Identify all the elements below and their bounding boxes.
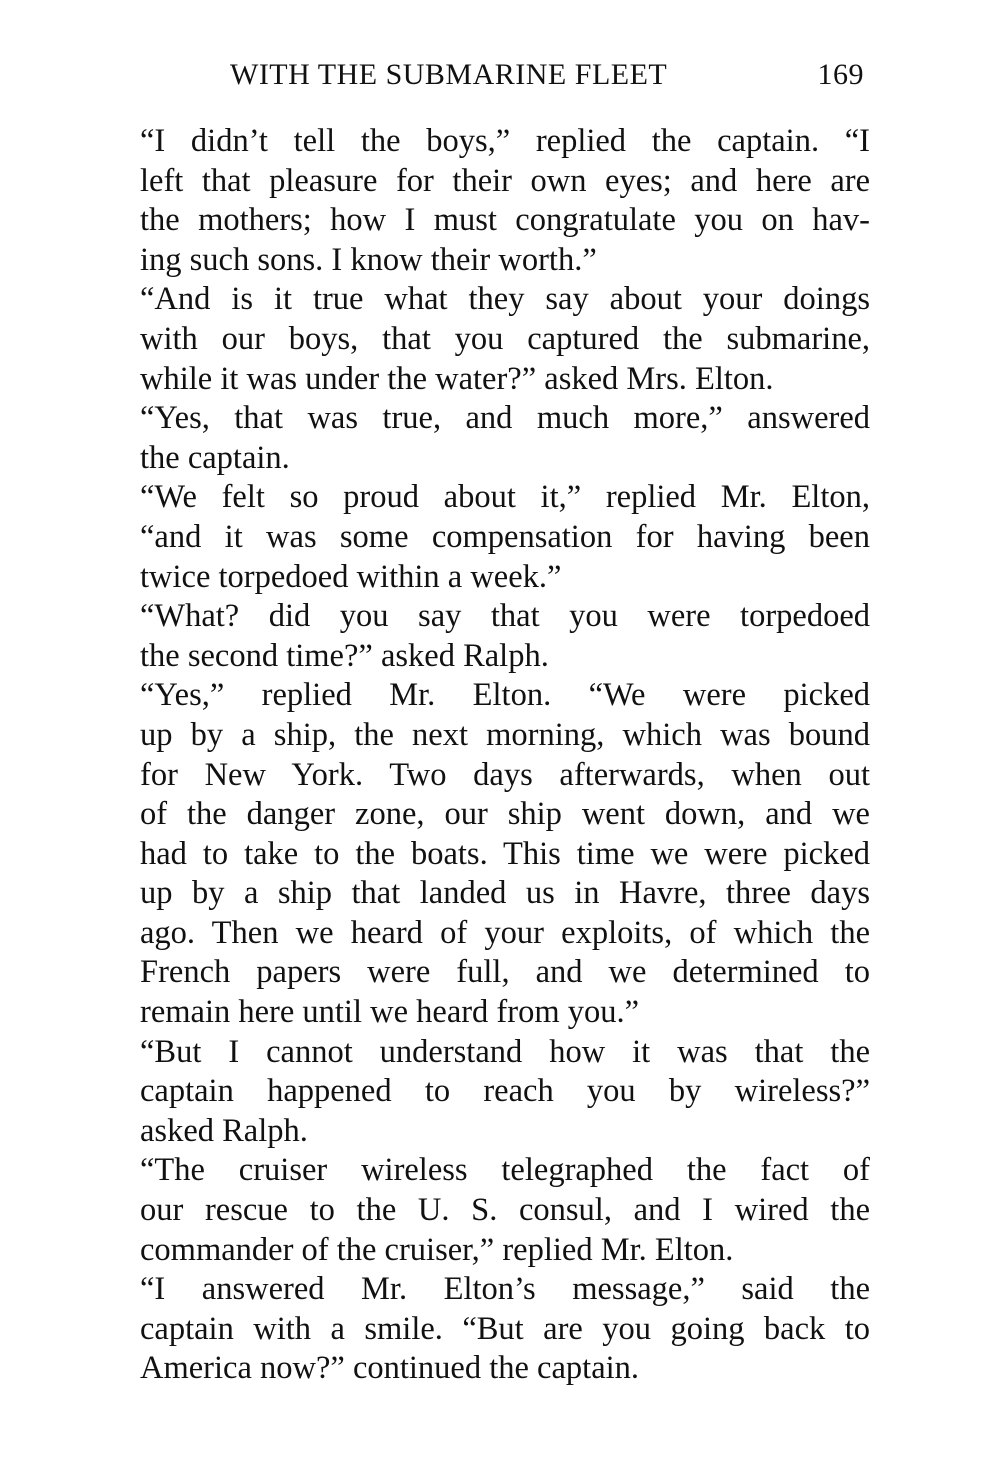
text-line: ago. Then we heard of your exploits, of which the [140,914,870,951]
paragraph-6 [106,676,870,1032]
text-line: “Yes,” replied Mr. Elton. “We were picked [140,677,870,714]
text-line: while it was under the water?” asked Mrs. Elton. [140,360,774,397]
text-line: French papers were full, and we determined to [140,954,870,991]
running-head [230,58,870,98]
paragraph-5 [106,597,870,676]
text-line: of the danger zone, our ship went down, and we [140,796,870,833]
text-line: “The cruiser wireless telegraphed the fact of [140,1152,870,1189]
text-line: our rescue to the U. S. consul, and I wired the [140,1192,870,1229]
paragraph-2 [106,280,870,399]
paragraph-1 [106,122,870,280]
text-line: “Yes, that was true, and much more,” answered [140,400,870,437]
text-line: “But I cannot understand how it was that the [140,1033,870,1070]
text-line: captain happened to reach you by wireless?” [140,1073,870,1110]
text-line: “What? did you say that you were torpedoed [140,598,870,635]
paragraph-9 [106,1270,870,1389]
paragraph-4 [106,478,870,597]
text-line: left that pleasure for their own eyes; and here are [140,162,870,199]
text-line: the captain. [140,439,290,476]
text-line: remain here until we heard from you.” [140,994,640,1031]
text-line: the second time?” asked Ralph. [140,637,549,674]
text-line: up by a ship, the next morning, which was bound [140,716,870,753]
text-line: up by a ship that landed us in Havre, three days [140,875,870,912]
text-line: captain with a smile. “But are you going back to [140,1310,870,1347]
text-line: asked Ralph. [140,1112,308,1149]
text-line: America now?” continued the captain. [140,1350,640,1387]
text-line: with our boys, that you captured the submarine, [140,320,870,357]
text-line: “I didn’t tell the boys,” replied the captain. “I [140,123,870,159]
text-line: twice torpedoed within a week.” [140,558,562,595]
page-number: 169 [817,58,864,91]
text-line: ing such sons. I know their worth.” [140,241,597,278]
paragraph-8 [106,1151,870,1270]
paragraph-7 [106,1033,870,1152]
text-line: had to take to the boats. This time we were picked [140,835,870,872]
text-line: for New York. Two days afterwards, when out [140,756,870,793]
text-line: “I answered Mr. Elton’s message,” said the [140,1271,870,1308]
paragraph-3 [106,399,870,478]
text-line: “We felt so proud about it,” replied Mr. Elton, [140,479,870,516]
text-line: “And is it true what they say about your doings [140,281,870,318]
running-title: WITH THE SUBMARINE FLEET [230,58,668,91]
text-line: the mothers; how I must congratulate you on hav- [140,202,870,239]
text-line: commander of the cruiser,” replied Mr. Elton. [140,1231,734,1268]
body-text [106,122,870,1389]
text-line: “and it was some compensation for having been [140,518,870,555]
